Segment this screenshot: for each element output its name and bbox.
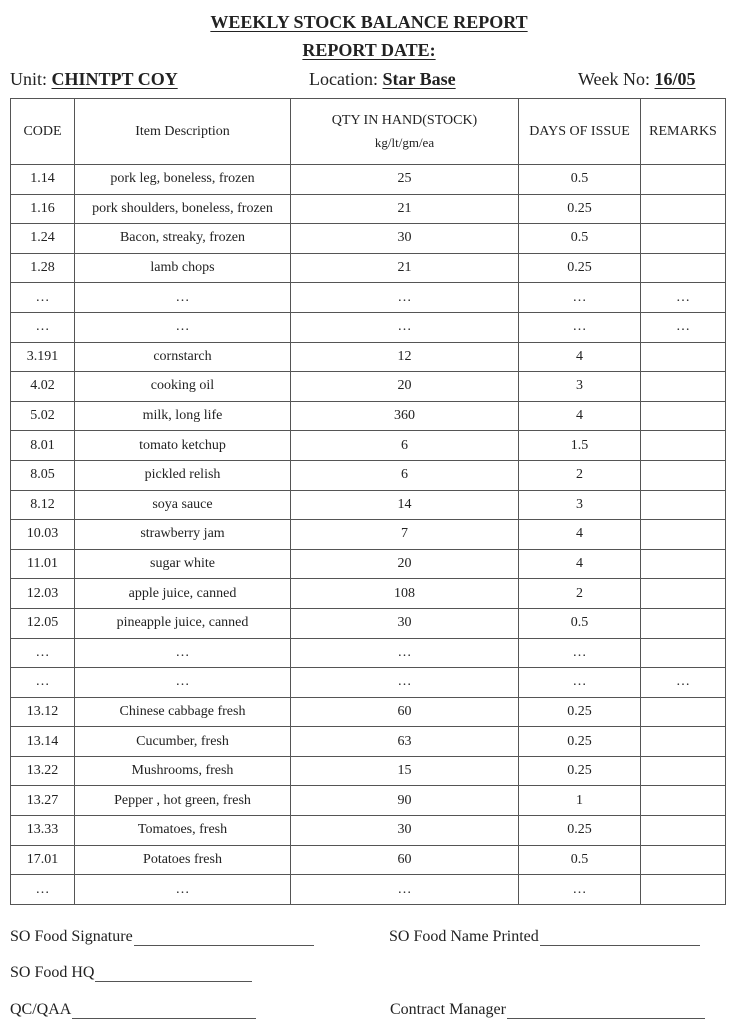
table-row bbox=[11, 165, 726, 195]
week-value: 16/05 bbox=[654, 69, 696, 89]
cell-days: 1.5 bbox=[519, 431, 641, 461]
cell-code: 13.22 bbox=[11, 756, 75, 786]
cell-remarks bbox=[641, 490, 726, 520]
cell-qty: 20 bbox=[291, 372, 519, 402]
cell-remarks bbox=[641, 638, 726, 668]
cell-code: 5.02 bbox=[11, 401, 75, 431]
cell-remarks bbox=[641, 460, 726, 490]
cell-qty: 30 bbox=[291, 224, 519, 254]
cell-days: 1 bbox=[519, 786, 641, 816]
so-food-signature-field bbox=[10, 928, 314, 946]
cell-days: 2 bbox=[519, 579, 641, 609]
cell-remarks bbox=[641, 697, 726, 727]
cell-description: milk, long life bbox=[75, 401, 291, 431]
cell-qty: 6 bbox=[291, 431, 519, 461]
cell-days: 4 bbox=[519, 342, 641, 372]
so-food-name-printed-line[interactable] bbox=[540, 931, 700, 946]
cell-description: Tomatoes, fresh bbox=[75, 816, 291, 846]
cell-description: cooking oil bbox=[75, 372, 291, 402]
so-food-name-printed-label: SO Food Name Printed bbox=[389, 928, 539, 945]
table-row bbox=[11, 194, 726, 224]
qc-qaa-line[interactable] bbox=[72, 1004, 256, 1019]
table-row bbox=[11, 786, 726, 816]
cell-qty: 30 bbox=[291, 816, 519, 846]
cell-days: 0.25 bbox=[519, 697, 641, 727]
cell-code: 8.12 bbox=[11, 490, 75, 520]
cell-days: 0.25 bbox=[519, 253, 641, 283]
cell-days: 0.5 bbox=[519, 608, 641, 638]
cell-remarks bbox=[641, 608, 726, 638]
cell-description: Pepper , hot green, fresh bbox=[75, 786, 291, 816]
cell-days: 0.25 bbox=[519, 194, 641, 224]
cell-code: 3.191 bbox=[11, 342, 75, 372]
cell-remarks bbox=[641, 165, 726, 195]
so-food-hq-line[interactable] bbox=[95, 967, 252, 982]
cell-description: sugar white bbox=[75, 549, 291, 579]
cell-days: 4 bbox=[519, 401, 641, 431]
table-row bbox=[11, 875, 726, 905]
cell-qty: … bbox=[291, 668, 519, 698]
cell-days: 3 bbox=[519, 490, 641, 520]
cell-description: apple juice, canned bbox=[75, 579, 291, 609]
cell-code: 13.14 bbox=[11, 727, 75, 757]
cell-description: … bbox=[75, 638, 291, 668]
cell-code: … bbox=[11, 668, 75, 698]
cell-qty: 12 bbox=[291, 342, 519, 372]
header-description: Item Description bbox=[75, 99, 291, 165]
cell-remarks bbox=[641, 520, 726, 550]
location-label: Location: bbox=[309, 69, 378, 89]
cell-days: 0.5 bbox=[519, 845, 641, 875]
cell-code: 13.27 bbox=[11, 786, 75, 816]
cell-days: … bbox=[519, 875, 641, 905]
cell-code: 1.24 bbox=[11, 224, 75, 254]
qc-qaa-label: QC/QAA bbox=[10, 1001, 72, 1018]
cell-remarks bbox=[641, 756, 726, 786]
table-row bbox=[11, 756, 726, 786]
cell-code: 1.14 bbox=[11, 165, 75, 195]
header-qty-units: kg/lt/gm/ea bbox=[374, 134, 435, 150]
contract-manager-field bbox=[390, 1001, 705, 1019]
header-remarks: REMARKS bbox=[641, 99, 726, 165]
so-food-hq-field bbox=[10, 964, 252, 982]
cell-qty: 25 bbox=[291, 165, 519, 195]
table-row bbox=[11, 490, 726, 520]
cell-code: 12.03 bbox=[11, 579, 75, 609]
cell-remarks bbox=[641, 549, 726, 579]
cell-qty: 6 bbox=[291, 460, 519, 490]
cell-code: 12.05 bbox=[11, 608, 75, 638]
cell-remarks: … bbox=[641, 283, 726, 313]
cell-description: … bbox=[75, 312, 291, 342]
table-row bbox=[11, 549, 726, 579]
unit-field bbox=[10, 69, 178, 90]
table-row bbox=[11, 845, 726, 875]
unit-label: Unit: bbox=[10, 69, 48, 89]
cell-remarks bbox=[641, 253, 726, 283]
cell-days: 0.25 bbox=[519, 816, 641, 846]
location-value: Star Base bbox=[382, 69, 456, 89]
cell-code: 13.33 bbox=[11, 816, 75, 846]
cell-description: … bbox=[75, 283, 291, 313]
cell-days: 0.5 bbox=[519, 165, 641, 195]
cell-description: Mushrooms, fresh bbox=[75, 756, 291, 786]
cell-description: pickled relish bbox=[75, 460, 291, 490]
cell-days: 4 bbox=[519, 549, 641, 579]
cell-code: … bbox=[11, 875, 75, 905]
header-code: CODE bbox=[11, 99, 75, 165]
cell-qty: 7 bbox=[291, 520, 519, 550]
cell-remarks bbox=[641, 224, 726, 254]
cell-code: 4.02 bbox=[11, 372, 75, 402]
cell-days: … bbox=[519, 312, 641, 342]
table-row bbox=[11, 224, 726, 254]
cell-description: Potatoes fresh bbox=[75, 845, 291, 875]
cell-description: … bbox=[75, 875, 291, 905]
cell-description: lamb chops bbox=[75, 253, 291, 283]
table-row bbox=[11, 312, 726, 342]
cell-qty: 21 bbox=[291, 253, 519, 283]
cell-days: … bbox=[519, 638, 641, 668]
table-row bbox=[11, 372, 726, 402]
cell-days: 2 bbox=[519, 460, 641, 490]
cell-qty: … bbox=[291, 875, 519, 905]
cell-qty: … bbox=[291, 283, 519, 313]
cell-remarks bbox=[641, 372, 726, 402]
table-row bbox=[11, 520, 726, 550]
cell-code: … bbox=[11, 638, 75, 668]
cell-description: … bbox=[75, 668, 291, 698]
cell-description: cornstarch bbox=[75, 342, 291, 372]
table-row bbox=[11, 401, 726, 431]
header-days: DAYS OF ISSUE bbox=[519, 99, 641, 165]
header-qty bbox=[291, 99, 519, 165]
cell-qty: 60 bbox=[291, 697, 519, 727]
report-date-label: REPORT DATE: bbox=[302, 40, 436, 60]
table-row bbox=[11, 668, 726, 698]
cell-remarks bbox=[641, 431, 726, 461]
cell-days: … bbox=[519, 283, 641, 313]
header-qty-label: QTY IN HAND(STOCK) bbox=[331, 112, 478, 128]
cell-code: 1.16 bbox=[11, 194, 75, 224]
cell-remarks: … bbox=[641, 312, 726, 342]
stock-table bbox=[10, 98, 726, 905]
cell-days: 3 bbox=[519, 372, 641, 402]
cell-code: 1.28 bbox=[11, 253, 75, 283]
table-row bbox=[11, 727, 726, 757]
unit-value: CHINTPT COY bbox=[51, 69, 178, 89]
table-row bbox=[11, 608, 726, 638]
cell-code: 10.03 bbox=[11, 520, 75, 550]
cell-code: 11.01 bbox=[11, 549, 75, 579]
cell-code: 17.01 bbox=[11, 845, 75, 875]
cell-remarks: … bbox=[641, 668, 726, 698]
cell-qty: 90 bbox=[291, 786, 519, 816]
cell-description: pork leg, boneless, frozen bbox=[75, 165, 291, 195]
cell-remarks bbox=[641, 194, 726, 224]
table-row bbox=[11, 283, 726, 313]
contract-manager-line[interactable] bbox=[507, 1004, 705, 1019]
cell-days: 0.25 bbox=[519, 727, 641, 757]
so-food-hq-label: SO Food HQ bbox=[10, 964, 95, 981]
cell-qty: 108 bbox=[291, 579, 519, 609]
cell-code: 8.05 bbox=[11, 460, 75, 490]
cell-code: … bbox=[11, 312, 75, 342]
report-title: WEEKLY STOCK BALANCE REPORT bbox=[210, 12, 528, 32]
table-row bbox=[11, 697, 726, 727]
cell-qty: 360 bbox=[291, 401, 519, 431]
cell-description: soya sauce bbox=[75, 490, 291, 520]
so-food-signature-label: SO Food Signature bbox=[10, 928, 133, 945]
cell-code: 13.12 bbox=[11, 697, 75, 727]
cell-description: Bacon, streaky, frozen bbox=[75, 224, 291, 254]
cell-remarks bbox=[641, 401, 726, 431]
cell-description: Cucumber, fresh bbox=[75, 727, 291, 757]
qc-qaa-field bbox=[10, 1001, 256, 1019]
cell-description: pork shoulders, boneless, frozen bbox=[75, 194, 291, 224]
cell-description: tomato ketchup bbox=[75, 431, 291, 461]
so-food-name-printed-field bbox=[389, 928, 700, 946]
cell-remarks bbox=[641, 579, 726, 609]
cell-remarks bbox=[641, 786, 726, 816]
table-row bbox=[11, 816, 726, 846]
cell-days: … bbox=[519, 668, 641, 698]
cell-qty: 15 bbox=[291, 756, 519, 786]
cell-qty: 63 bbox=[291, 727, 519, 757]
cell-remarks bbox=[641, 845, 726, 875]
table-row bbox=[11, 431, 726, 461]
cell-qty: 21 bbox=[291, 194, 519, 224]
cell-qty: 60 bbox=[291, 845, 519, 875]
contract-manager-label: Contract Manager bbox=[390, 1001, 506, 1018]
cell-remarks bbox=[641, 727, 726, 757]
cell-qty: 30 bbox=[291, 608, 519, 638]
cell-code: … bbox=[11, 283, 75, 313]
cell-qty: 20 bbox=[291, 549, 519, 579]
table-row bbox=[11, 253, 726, 283]
cell-description: strawberry jam bbox=[75, 520, 291, 550]
location-field bbox=[309, 69, 456, 90]
table-row bbox=[11, 638, 726, 668]
cell-qty: … bbox=[291, 312, 519, 342]
cell-remarks bbox=[641, 875, 726, 905]
cell-remarks bbox=[641, 816, 726, 846]
cell-days: 0.25 bbox=[519, 756, 641, 786]
table-row bbox=[11, 342, 726, 372]
table-row bbox=[11, 460, 726, 490]
cell-description: Chinese cabbage fresh bbox=[75, 697, 291, 727]
cell-days: 4 bbox=[519, 520, 641, 550]
week-label: Week No: bbox=[578, 69, 651, 89]
cell-days: 0.5 bbox=[519, 224, 641, 254]
cell-qty: … bbox=[291, 638, 519, 668]
table-header-row bbox=[11, 99, 726, 165]
cell-description: pineapple juice, canned bbox=[75, 608, 291, 638]
so-food-signature-line[interactable] bbox=[134, 931, 314, 946]
table-row bbox=[11, 579, 726, 609]
week-field bbox=[578, 69, 696, 90]
cell-remarks bbox=[641, 342, 726, 372]
cell-code: 8.01 bbox=[11, 431, 75, 461]
cell-qty: 14 bbox=[291, 490, 519, 520]
